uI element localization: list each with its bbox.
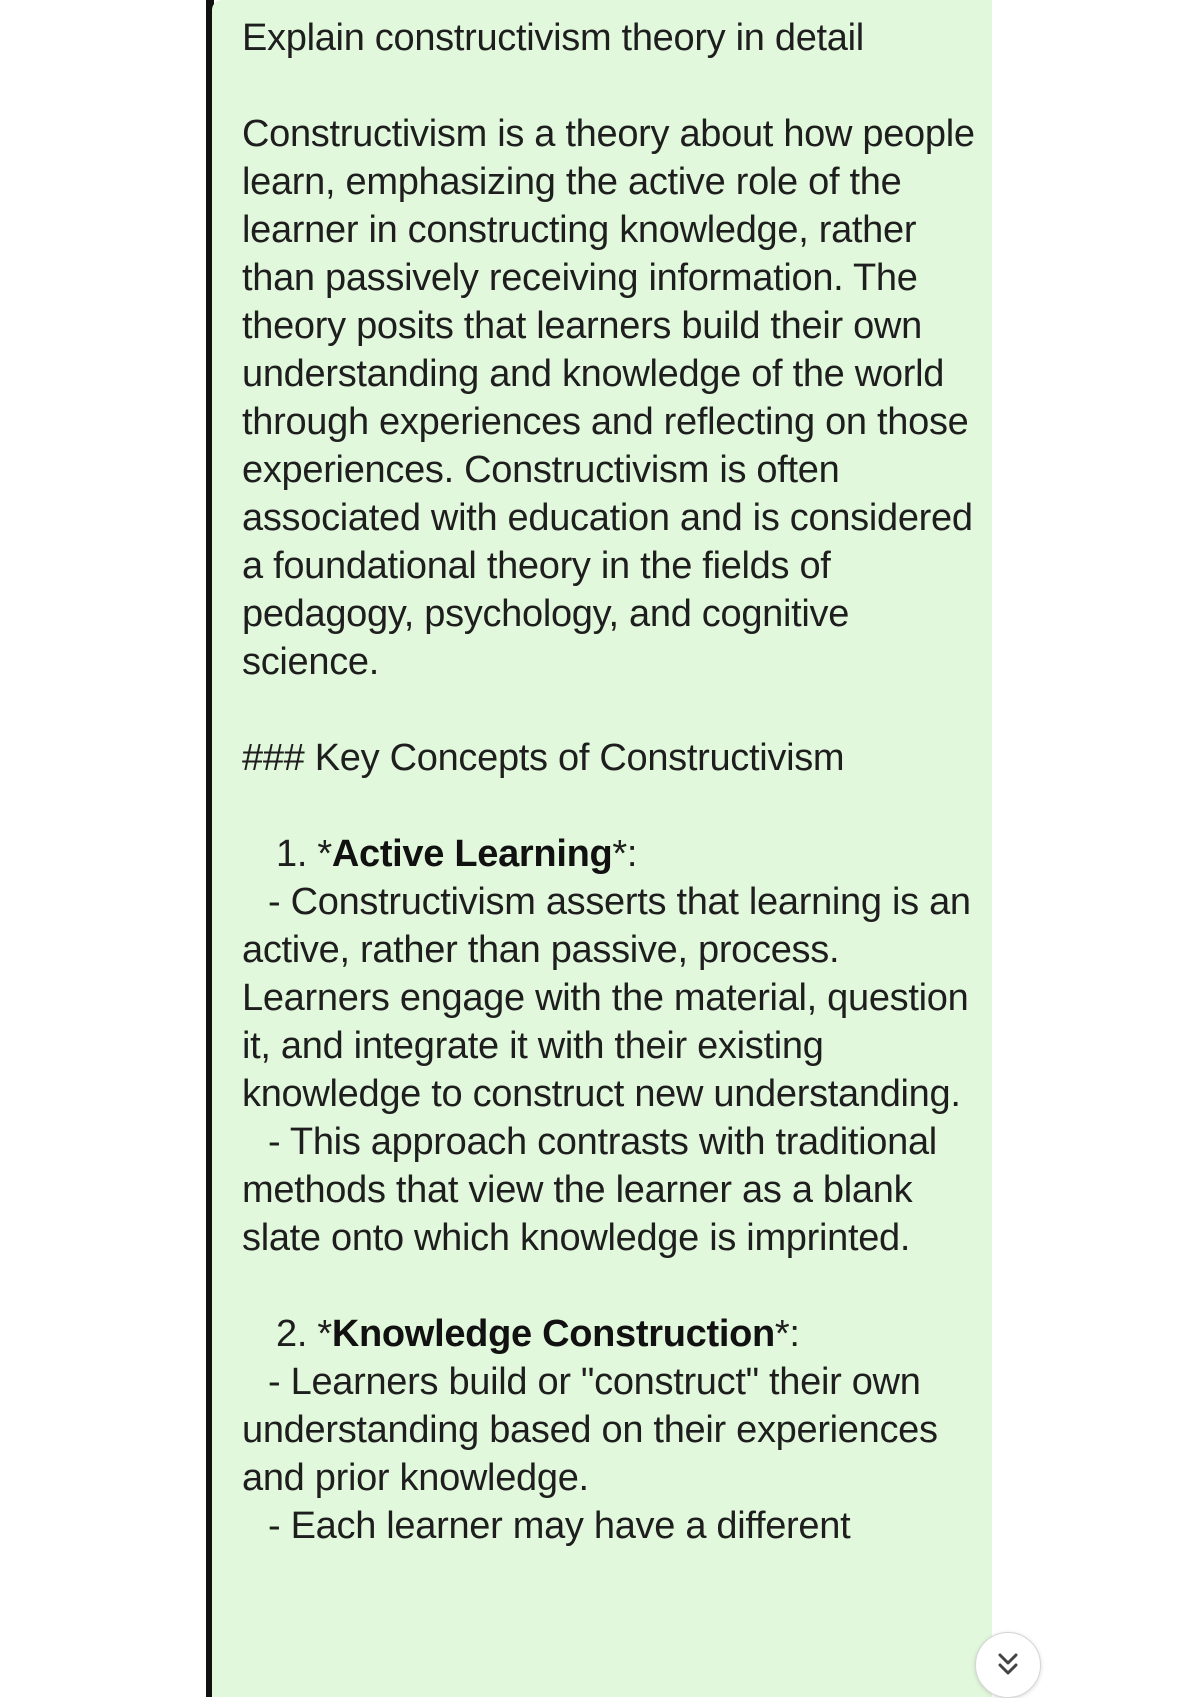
list-item-bullet: - Each learner may have a different <box>268 1505 851 1547</box>
intro-paragraph: Constructivism is a theory about how people learn, emphasizing the active role of the learner in constructing knowledge, rather than passively receiving information. The theory posits that learners build their own understanding and knowledge of the world through experiences and reflecting on those experiences. Constructivism is often associated with education and is considered a foundational theory in the fields of pedagogy, psychology, and cognitive science. <box>242 113 975 683</box>
question-text: Explain constructivism theory in detail <box>242 17 864 59</box>
message-bubble <box>212 0 992 1697</box>
list-item-bullet: - Learners build or "construct" their own understanding based on their experiences and prior knowledge. <box>242 1361 938 1499</box>
list-item-bullet: - Constructivism asserts that learning is an active, rather than passive, process. Learners engage with the material, question it, and integrate it with their existing knowledge to construct new understanding. <box>242 881 971 1115</box>
message-content <box>242 14 992 1550</box>
list-item-title: 1. *Active Learning*: <box>276 833 638 875</box>
scroll-down-button[interactable] <box>975 1632 1041 1698</box>
list-item-bullet: - This approach contrasts with traditional methods that view the learner as a blank slate onto which knowledge is imprinted. <box>242 1121 937 1259</box>
list-item-title: 2. *Knowledge Construction*: <box>276 1313 800 1355</box>
chevron-double-down-icon <box>993 1650 1023 1680</box>
section-heading: ### Key Concepts of Constructivism <box>242 737 845 779</box>
